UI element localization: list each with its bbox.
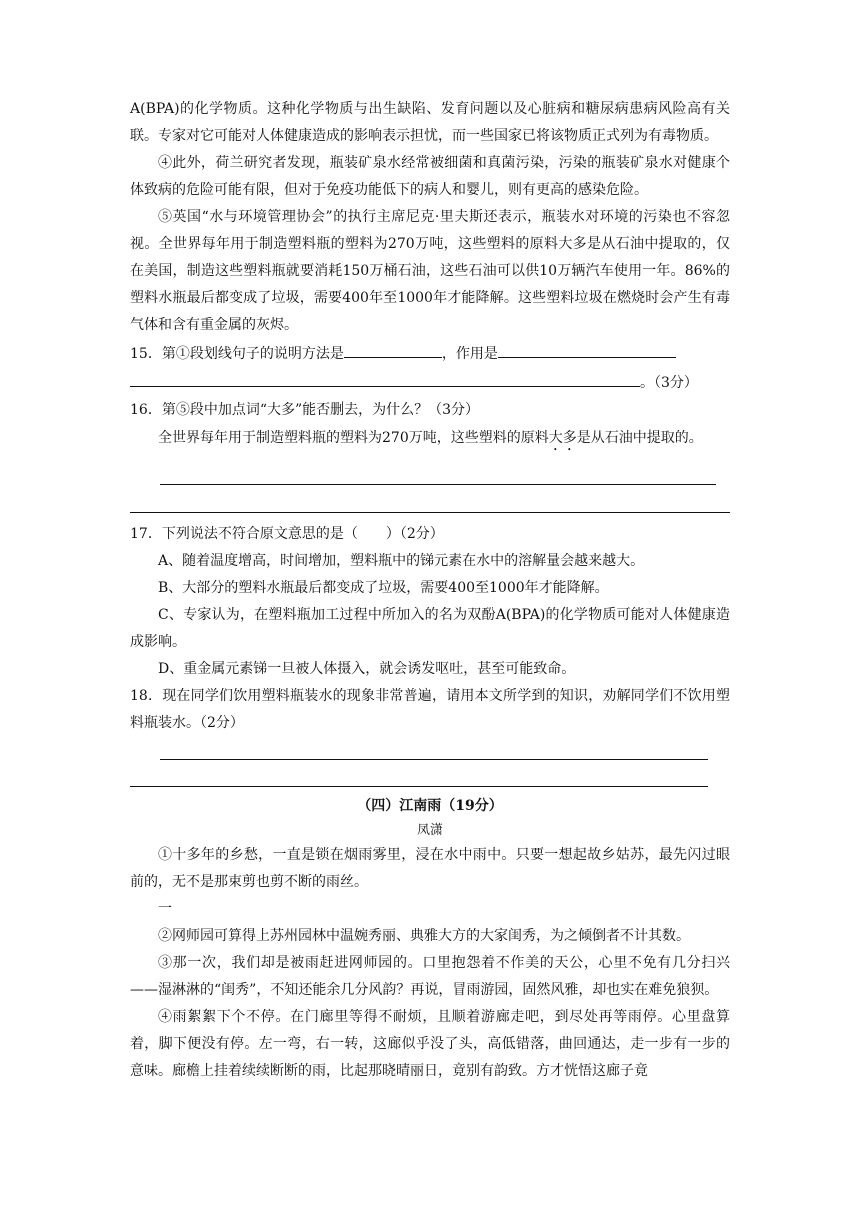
question-16: 16．第⑤段中加点词“大多”能否删去，为什么？（3分）: [130, 402, 480, 418]
question-15-stem: 15．第①段划线句子的说明方法是: [130, 346, 344, 362]
quote-after: 是从石油中提取的。: [576, 430, 703, 446]
answer-blank-effect[interactable]: [498, 339, 676, 358]
document-page: [130, 96, 730, 1085]
question-15: [130, 339, 730, 368]
section-title: （四）江南雨（19分）: [357, 798, 503, 814]
answer-blank-method[interactable]: [344, 339, 442, 358]
quote-before: 全世界每年用于制造塑料瓶的塑料为270万吨，这些塑料的原料: [158, 430, 549, 446]
option-d: D、重金属元素锑一旦被人体摄入，就会诱发呕吐，甚至可能致命。: [158, 661, 576, 677]
article-paragraph-3: ③那一次，我们却是被雨赶进网师园的。口里抱怨着不作美的天公，心里不免有几分扫兴——湿淋淋的“闺秀”，不知还能余几分风韵？再说，冒雨游园，固然风雅，却也实在难免狼狈。: [130, 955, 730, 998]
option-b: B、大部分的塑料水瓶最后都变成了垃圾，需要400至1000年才能降解。: [158, 580, 609, 596]
article-divider: 一: [158, 901, 172, 917]
passage-paragraph-4: ④此外，荷兰研究者发现，瓶装矿泉水经常被细菌和真菌污染，污染的瓶装矿泉水对健康个体致病的危险可能有限，但对于免疫功能低下的病人和婴儿，则有更高的感染危险。: [130, 155, 730, 198]
option-a: A、随着温度增高，时间增加，塑料瓶中的锑元素在水中的溶解量会越来越大。: [158, 553, 645, 569]
question-15-score: 。（3分）: [640, 375, 698, 391]
answer-blank-effect-cont[interactable]: [130, 368, 640, 387]
question-18: 18．现在同学们饮用塑料瓶装水的现象非常普遍，请用本文所学到的知识，劝解同学们不饮用塑料瓶装水。（2分）: [130, 688, 730, 731]
question-15-stem-b: ，作用是: [441, 346, 498, 362]
question-17: 17．下列说法不符合原文意思的是（ ）（2分）: [130, 526, 444, 542]
passage-paragraph-5: ⑤英国“水与环境管理协会”的执行主席尼克·里夫斯还表示，瓶装水对环境的污染也不容忽视。全世界每年用于制造塑料瓶的塑料为270万吨，这些塑料的原料大多是从石油中提取的，仅在美国，制造这些塑料瓶就要消耗150万桶石油，这些石油可以供10万辆汽车使用一年。86%的塑料水瓶最后都变成了垃圾，需要400年至1000年才能降解。这些塑料垃圾在燃烧时会产生有毒气体和含有重金属的灰烬。: [130, 209, 730, 333]
article-paragraph-2: ②网师园可算得上苏州园林中温婉秀丽、典雅大方的大家闺秀，为之倾倒者不计其数。: [158, 928, 690, 944]
question-15-line-2: [130, 368, 730, 397]
article-paragraph-4: ④雨絮絮下个不停。在门廊里等得不耐烦，且顺着游廊走吧，到尽处再等雨停。心里盘算着，脚下便没有停。左一弯，右一转，这廊似乎没了头，高低错落，曲回通达，走一步有一步的意味。廊檐上挂着续续断断的雨，比起那晓晴丽日，竟别有韵致。方才恍悟这廊子竟: [130, 1009, 730, 1079]
article-paragraph-1: ①十多年的乡愁，一直是锁在烟雨雾里，浸在水中雨中。只要一想起故乡姑苏，最先闪过眼前的，无不是那束剪也剪不断的雨丝。: [130, 847, 730, 890]
option-c: C、专家认为，在塑料瓶加工过程中所加入的名为双酚A(BPA)的化学物质可能对人体健康造成影响。: [130, 607, 730, 650]
passage-paragraph-3-continued: A(BPA)的化学物质。这种化学物质与出生缺陷、发育问题以及心脏病和糖尿病患病风险高有关联。专家对它可能对人体健康造成的影响表示担忧，而一些国家已将该物质正式列为有毒物质。: [130, 101, 730, 144]
quote-dotted-word: 大多: [548, 430, 577, 446]
question-16-quote: [130, 424, 730, 454]
article-author: 凤潇: [416, 823, 443, 838]
